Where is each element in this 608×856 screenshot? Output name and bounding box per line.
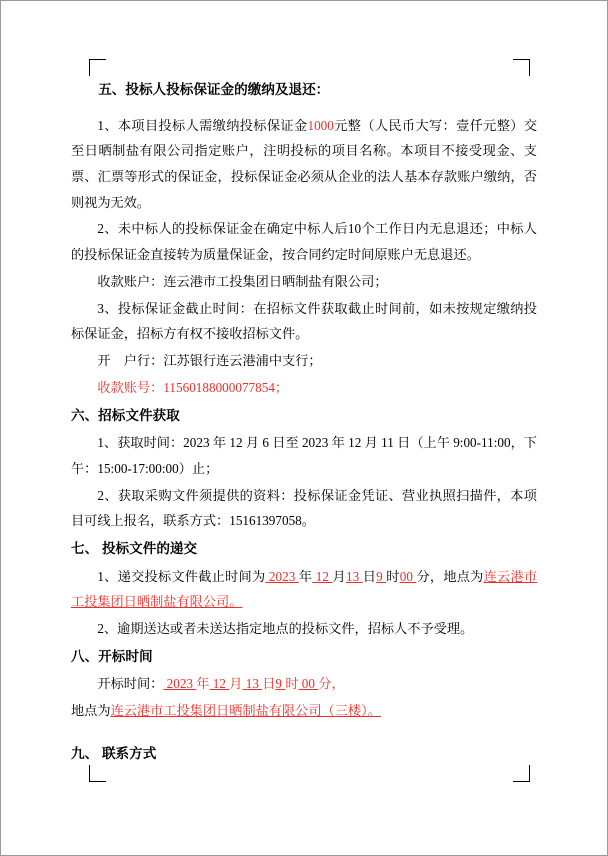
paragraph-6-2: 2、获取采购文件须提供的资料：投标保证金凭证、营业执照扫描件，本项目可线上报名，联系方式：15161397058。 <box>71 487 537 529</box>
paragraph-5-1 <box>71 113 537 216</box>
run-text: 开标时间： <box>97 676 164 692</box>
section-heading-7: 七、 投标文件的递交 <box>71 541 198 557</box>
crop-mark-top-left <box>89 59 106 76</box>
spacer <box>71 725 537 739</box>
paragraph-5-4: 3、投标保证金截止时间：在招标文件获取截止时间前，如未按规定缴纳投标保证金，招标方有权不接收招标文件。 <box>71 300 537 342</box>
paragraph-6-1: 1、获取时间：2023 年 12 月 6 日至 2023 年 12 月 11 日（上午 9:00-11:00，下午：15:00-17:00:00）止； <box>71 435 537 476</box>
paragraph-5-3: 收款账户：连云港市工投集团日晒制盐有限公司； <box>97 273 388 289</box>
opening-minute: 00 <box>298 676 319 692</box>
paragraph-5-5: 开 户行：江苏银行连云港浦中支行； <box>97 353 322 369</box>
deadline-year: 2023 <box>265 568 299 584</box>
paragraph-7-2: 2、逾期送达或者未送达指定地点的投标文件，招标人不予受理。 <box>97 620 474 636</box>
paragraph-5-6-account-number: 收款账号：11560188000077854； <box>97 379 289 395</box>
section-heading-8: 八、开标时间 <box>71 648 153 664</box>
run-text: 时 <box>386 568 400 584</box>
run-text: 日 <box>362 568 377 584</box>
spacer <box>71 105 537 113</box>
document-body <box>71 77 537 768</box>
opening-month: 12 <box>209 676 230 692</box>
run-text: 分， <box>318 676 345 692</box>
opening-hour: 9 <box>275 676 286 692</box>
paragraph-5-2: 2、未中标人的投标保证金在确定中标人后10个工作日内无息退还；中标人的投标保证金直接转为质量保证金，按合同约定时间原账户无息退还。 <box>71 221 537 263</box>
paragraph-8-2 <box>71 698 537 724</box>
deadline-hour: 9 <box>376 568 387 584</box>
run-text: 月 <box>229 676 243 692</box>
deadline-day: 13 <box>345 568 363 584</box>
run-text: 年 <box>298 568 313 584</box>
run-text: 日 <box>262 676 276 692</box>
deadline-month: 12 <box>312 568 333 584</box>
crop-mark-top-right <box>513 59 530 76</box>
run-text: 月 <box>332 568 346 584</box>
run-text: 年 <box>196 676 210 692</box>
bid-bond-amount: 1000 <box>307 117 334 133</box>
opening-location: 连云港市工投集团日晒制盐有限公司（三楼）。 <box>110 702 381 718</box>
paragraph-8-1 <box>71 671 537 697</box>
run-text: 时 <box>285 676 299 692</box>
run-text: 分 <box>416 568 430 584</box>
run-text: ，地点为 <box>429 568 484 584</box>
opening-day: 13 <box>242 676 263 692</box>
section-heading-5: 五、投标人投标保证金的缴纳及退还： <box>98 82 330 97</box>
run-text: 1、递交投标文件截止时间为 <box>97 568 266 584</box>
section-heading-6: 六、招标文件获取 <box>71 407 180 423</box>
run-text: 地点为 <box>71 702 111 718</box>
deadline-location: 连云港市工投集团日晒制盐有限公司。 <box>71 568 538 610</box>
deadline-minute: 00 <box>399 568 417 584</box>
run-text: 1、本项目投标人需缴纳投标保证金 <box>97 117 308 133</box>
section-heading-9: 九、 联系方式 <box>71 745 157 761</box>
paragraph-7-1 <box>71 564 537 615</box>
opening-year: 2023 <box>163 676 197 692</box>
run-text: 元整（人民币大写：壹仟元整）交至日晒制盐有限公司指定账户，注明投标的项目名称。本项目不接受现金、支票、汇票等形式的保证金，投标保证金必须从企业的法人基本存款账户缴纳，否则视为无效。 <box>71 117 538 210</box>
